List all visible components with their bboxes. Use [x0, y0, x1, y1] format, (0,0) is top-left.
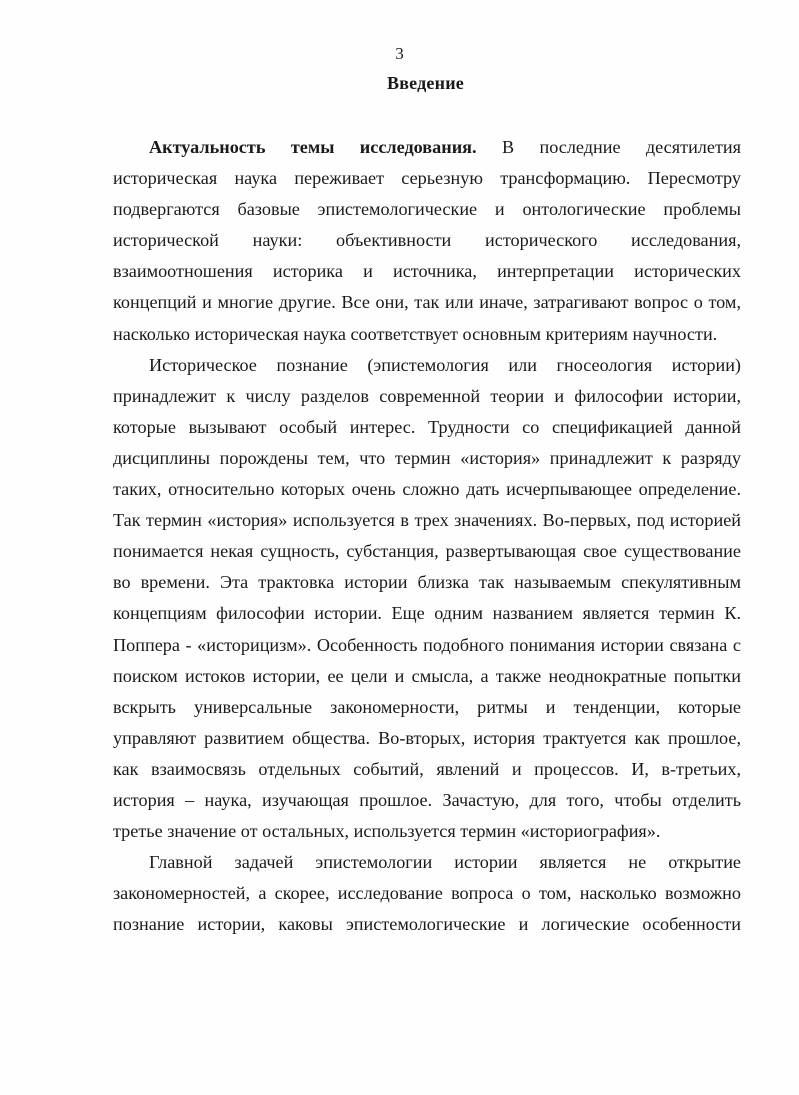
page-number: 3: [395, 44, 404, 63]
paragraph-1-text: В последние десятилетия историческая наука переживает серьезную трансформацию. Пересмотру подвергаются базовые эпистемологические и онтологические проблемы исторической науки: объективности исторического исследования, взаимоотношения историка и источника, интерпретации исторических концепций и многие другие. Все они, так или иначе, затрагивают вопрос о том, насколько историческая наука соответствует основным критериям научности.: [113, 137, 742, 344]
paragraph-3: Главной задачей эпистемологии истории является не открытие закономерностей, а скорее, исследование вопроса о том, насколько возможно познание истории, каковы эпистемологические и логические особенности: [113, 852, 741, 935]
paragraph-1: [113, 132, 741, 350]
paragraph-1-lead: Актуальность темы исследования.: [149, 137, 477, 157]
body-text: [113, 132, 741, 940]
paragraph-2: Историческое познание (эпистемология или гносеология истории) принадлежит к числу разделов современной теории и философии истории, которые вызывают особый интерес. Трудности со спецификацией данной дисциплины порождены тем, что термин «история» принадлежит к разряду таких, относительно которых очень сложно дать исчерпывающее определение. Так термин «история» используется в трех значениях. Во-первых, под историей понимается некая сущность, субстанция, развертывающая свое существование во времени. Эта трактовка истории близка так называемым спекулятивным концепциям философии истории. Еще одним названием является термин К. Поппера - «историцизм». Особенность подобного понимания истории связана с поиском истоков истории, ее цели и смысла, а также неоднократные попытки вскрыть универсальные закономерности, ритмы и тенденции, которые управляют развитием общества. Во-вторых, история трактуется как прошлое, как взаимосвязь отдельных событий, явлений и процессов. И, в-третьих, история – наука, изучающая прошлое. Зачастую, для того, чтобы отделить третье значение от остальных, используется термин «историография».: [113, 354, 741, 842]
section-heading: Введение: [387, 73, 464, 93]
